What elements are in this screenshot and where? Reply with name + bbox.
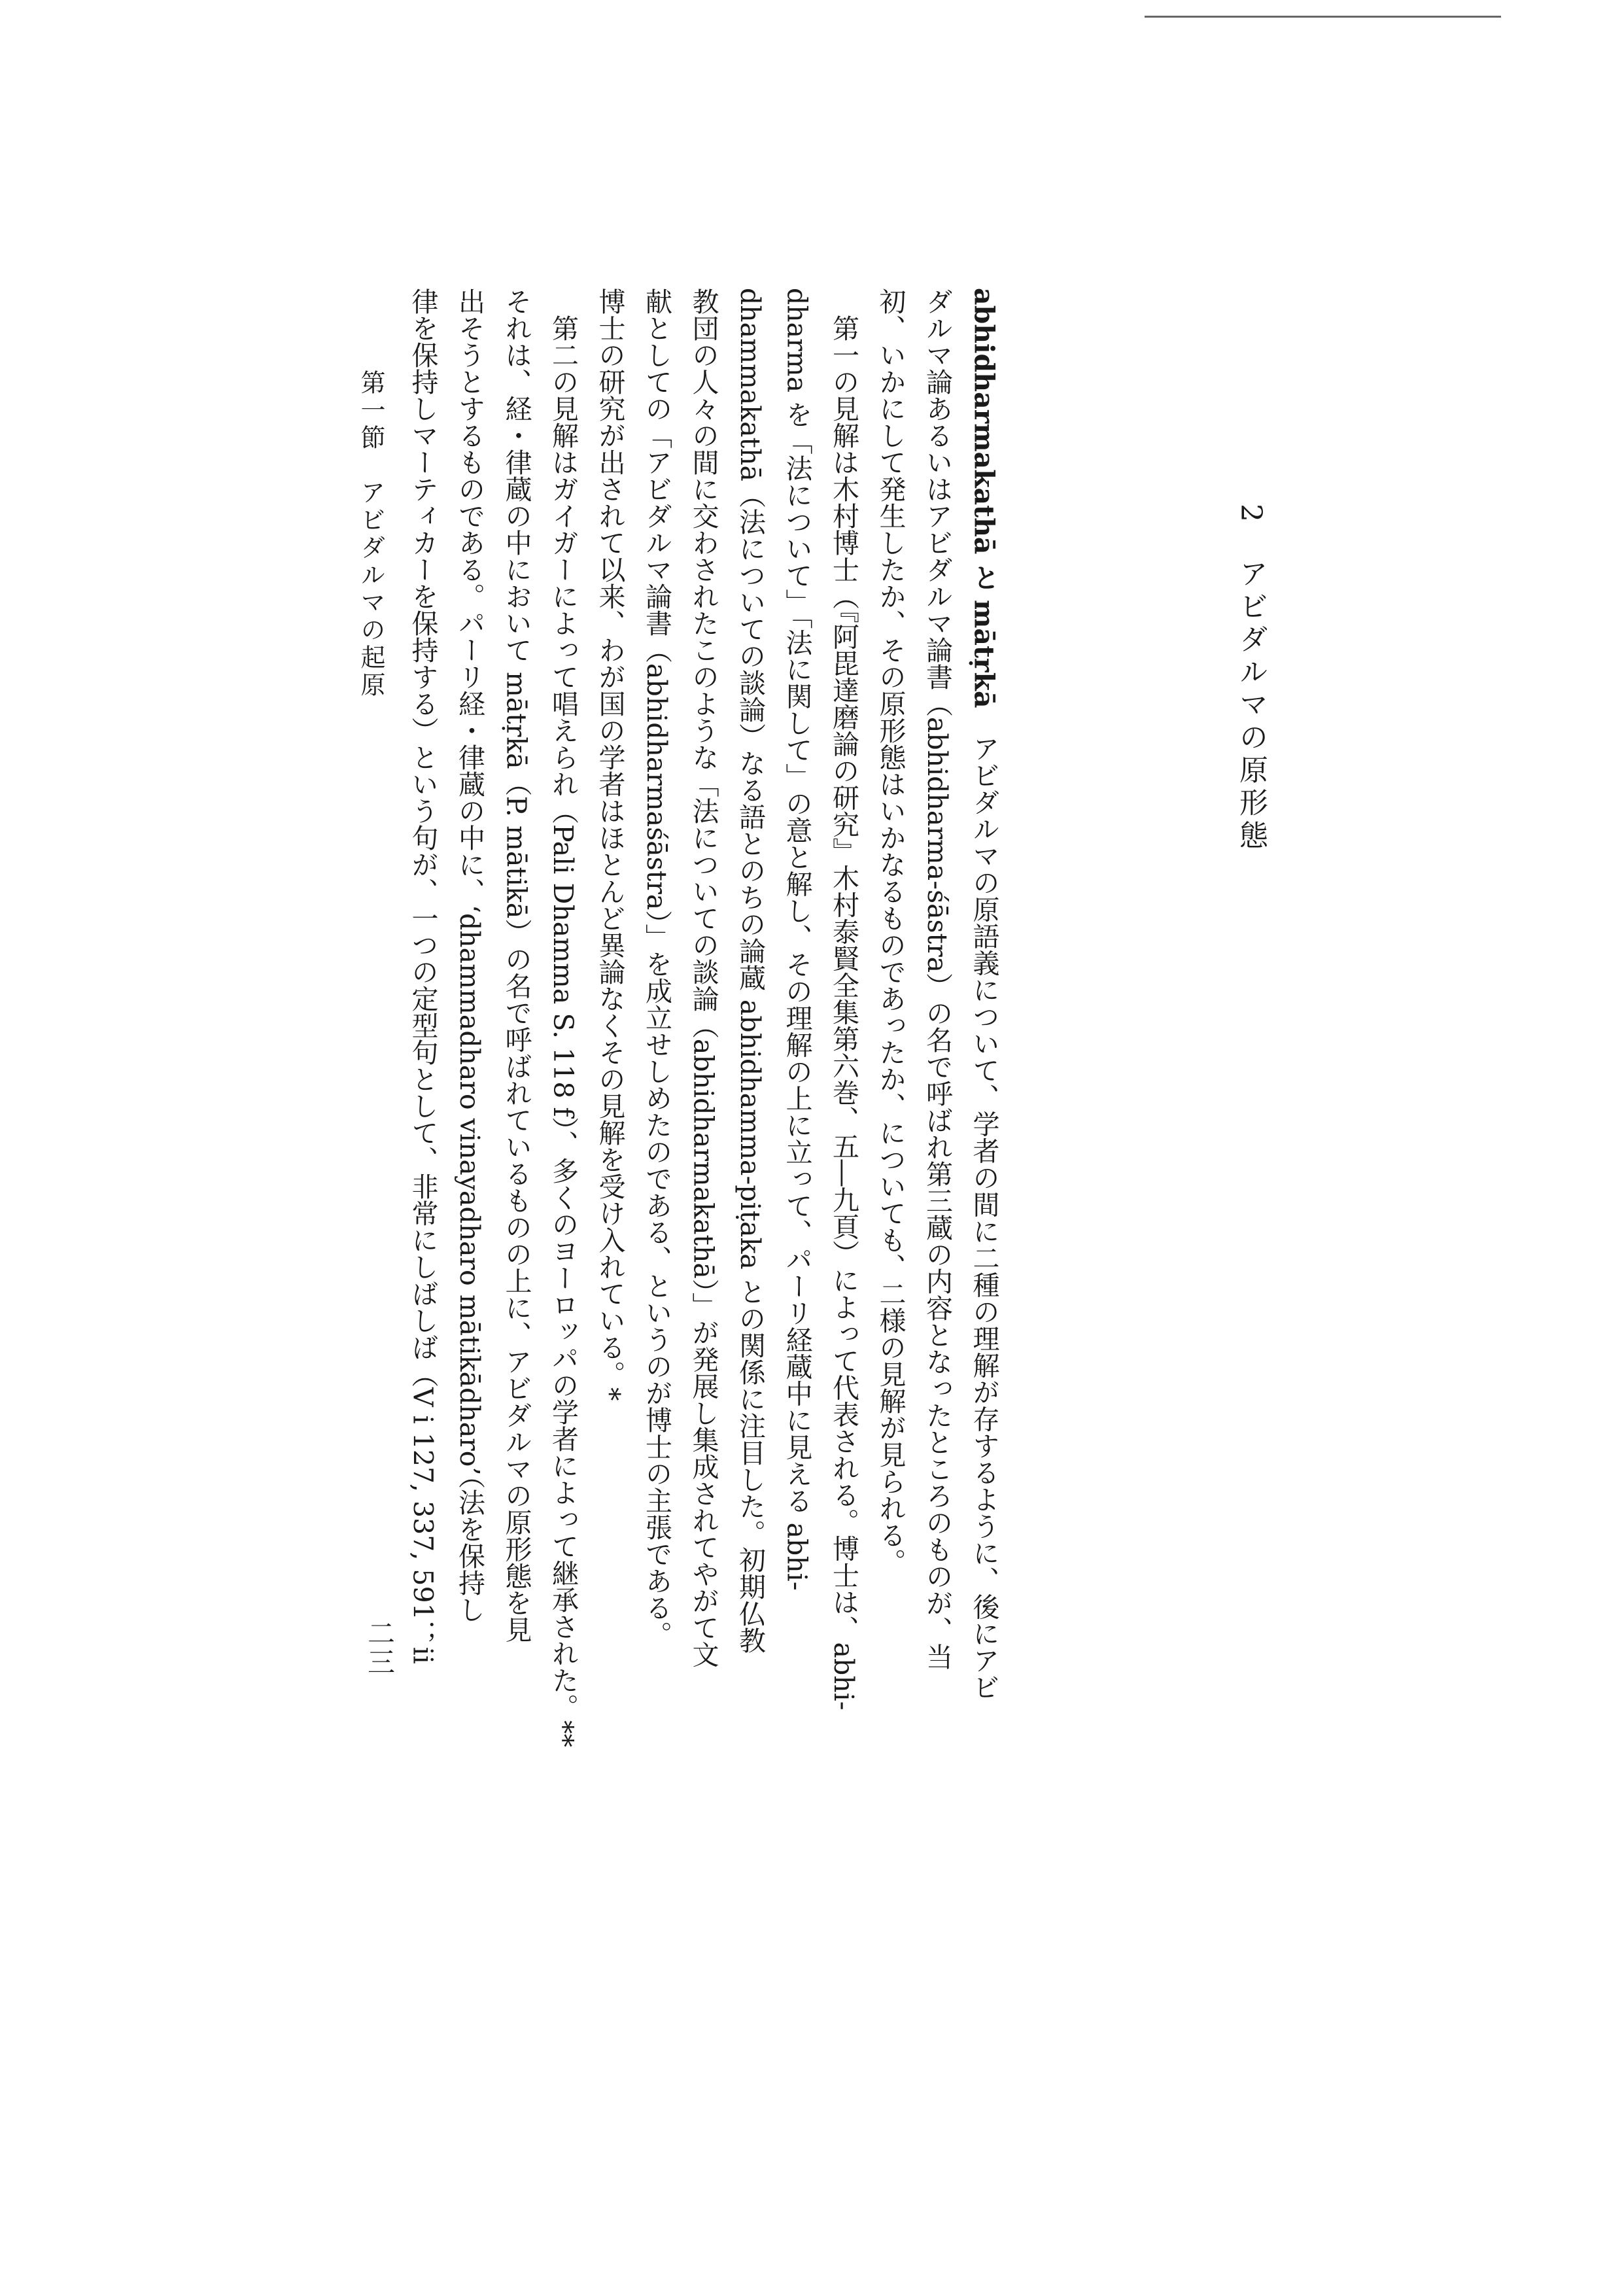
text-line: 律を保持しマーティカーを保持する）という句が、一つの定型句として、非常にしばしば（V i 127, 337, 591；ii [407, 288, 439, 1664]
text-line: 出そうとするものである。パーリ経・律蔵の中に、‘dhammadharo vinayadharo mātikādharo’（法を保持し [454, 288, 485, 1623]
page-number: 二三 [364, 1619, 396, 1677]
running-footer: 第一節 アビダルマの起原 [356, 370, 385, 699]
text-line [960, 288, 1007, 1792]
text-line: dharma を「法について」「法に関して」の意と解し、その理解の上に立って、パーリ経蔵中に見える abhi- [781, 288, 813, 1591]
top-rule [1145, 16, 1501, 18]
text-line: 初、いかにして発生したか、その原形態はいかなるものであったか、についても、二様の見解が見られる。 [874, 288, 907, 1575]
text-line: それは、経・律蔵の中において mātṛkā（P. mātikā）の名で呼ばれているものの上に、アビダルマの原形態を見 [500, 288, 532, 1643]
run-in-heading: abhidharmakathā と mātṛkā [968, 288, 1000, 708]
body-text [399, 288, 1007, 1792]
text-line: 第二の見解はガイガーによって唱えられ（Pali Dhamma S. 118 f）、多くのヨーロッパの学者によって継承された。** [547, 288, 579, 1748]
text-line: 教団の人々の間に交わされたこのような「法についての談論（abhidharmakathā）」が発展し集成されてやがて文 [687, 288, 719, 1668]
text-line: 献としての「アビダルマ論書（abhidharmaśāstra）」を成立せしめたのである、というのが博士の主張である。 [641, 288, 672, 1648]
text-line: 第一の見解は木村博士（『阿毘達磨論の研究』木村泰賢全集第六巻、五―九頁）によって代表される。博士は、abhi- [828, 288, 859, 1711]
text-line: dhammakathā（法についての談論）なる語とのちの論蔵 abhidhamma-piṭaka との関係に注目した。初期仏教 [734, 288, 766, 1654]
text-line-content: アビダルマの原語義について、学者の間に二種の理解が存するように、後にアビ [968, 708, 1000, 1701]
text-line: ダルマ論あるいはアビダルマ論書（abhidharma-śāstra）の名で呼ばれ第三蔵の内容となったところのものが、当 [922, 288, 953, 1671]
section-heading: 2 アビダルマの原形態 [1234, 504, 1268, 853]
text-line: 博士の研究が出されて以来、わが国の学者はほとんど異論なくその見解を受け入れている。* [594, 288, 626, 1401]
